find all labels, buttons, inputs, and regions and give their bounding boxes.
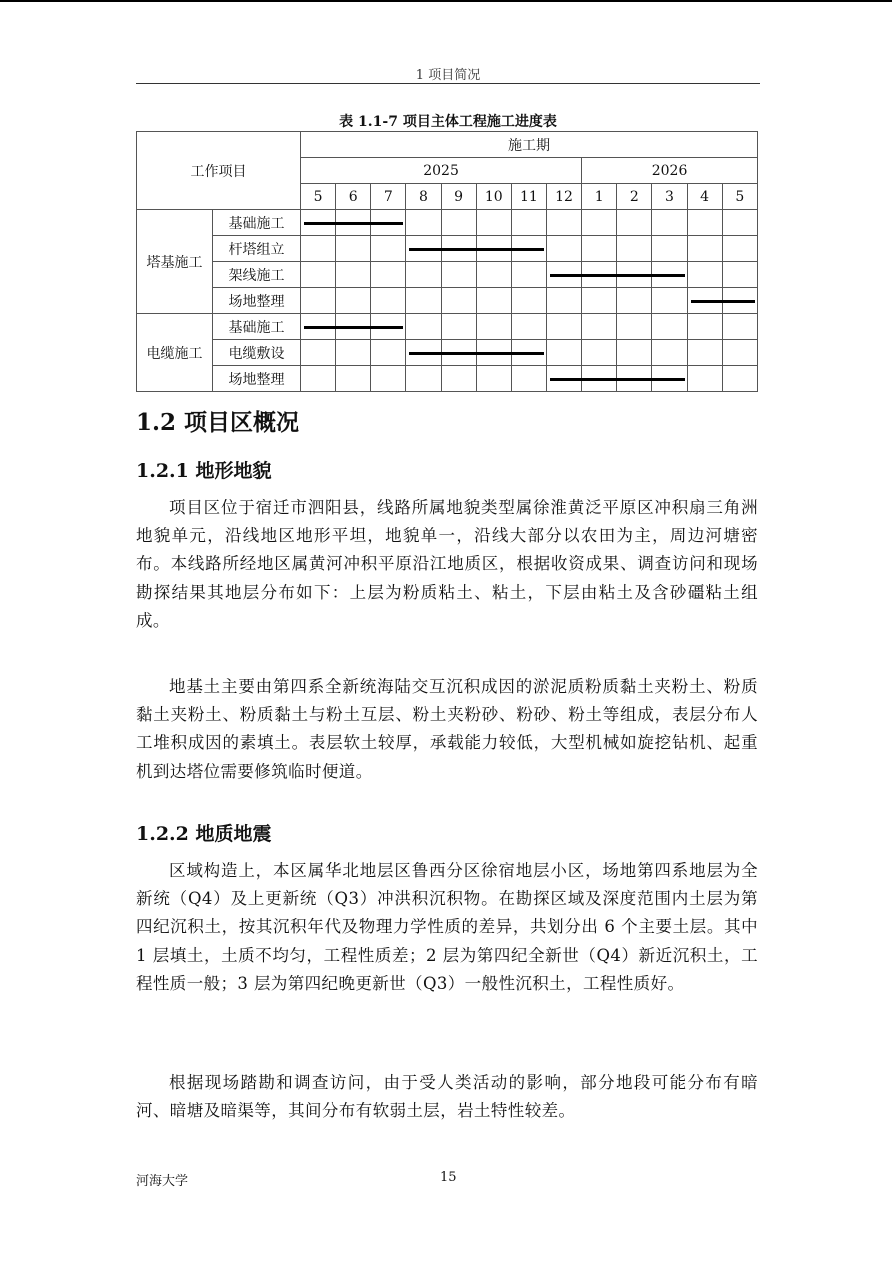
month-cell: 7 [371, 184, 406, 210]
schedule-cell [441, 210, 476, 236]
table-caption: 表 1.1-7 项目主体工程施工进度表 [339, 114, 557, 130]
schedule-cell [301, 262, 336, 288]
task-label: 基础施工 [213, 314, 301, 340]
schedule-cell [371, 314, 406, 340]
schedule-cell [617, 262, 652, 288]
paragraph-terrain-1: 项目区位于宿迁市泗阳县，线路所属地貌类型属徐淮黄泛平原区冲积扇三角洲地貌单元，沿线地区地形平坦，地貌单一，沿线大部分以农田为主，周边河塘密布。本线路所经地区属黄河冲积平原沿江地质区，根据收资成果、调查访问和现场勘探结果其地层分布如下：上层为粉质粘土、粘土，下层由粘土及含砂礓粘土组成。 [136, 498, 758, 630]
schedule-cell [511, 288, 546, 314]
schedule-cell [301, 340, 336, 366]
schedule-cell [546, 262, 581, 288]
subsection-title-geology: 1.2.2 地质地震 [136, 823, 272, 845]
page-number: 15 [440, 1170, 457, 1185]
section-title: 1.2 项目区概况 [136, 409, 300, 436]
year-cell: 2026 [582, 158, 758, 184]
schedule-cell [441, 366, 476, 392]
schedule-cell [371, 262, 406, 288]
schedule-cell [371, 340, 406, 366]
schedule-cell [301, 314, 336, 340]
schedule-cell [652, 314, 687, 340]
schedule-cell [582, 262, 617, 288]
schedule-cell [687, 314, 722, 340]
schedule-cell [546, 210, 581, 236]
schedule-cell [441, 288, 476, 314]
schedule-cell [687, 366, 722, 392]
schedule-cell [722, 288, 757, 314]
schedule-cell [511, 210, 546, 236]
schedule-cell [441, 236, 476, 262]
schedule-cell [582, 210, 617, 236]
schedule-cell [511, 262, 546, 288]
schedule-cell [546, 288, 581, 314]
schedule-cell [301, 366, 336, 392]
schedule-cell [336, 236, 371, 262]
year-cell: 2025 [301, 158, 582, 184]
schedule-cell [406, 366, 441, 392]
paragraph-geology-1: 区域构造上，本区属华北地层区鲁西分区徐宿地层小区，场地第四系地层为全新统（Q4）及上更新统（Q3）冲洪积沉积物。在勘探区域及深度范围内土层为第四纪沉积土，按其沉积年代及物理力学性质的差异，共划分出 6 个主要土层。其中 1 层填土，土质不均匀，工程性质差；2 层为第四纪全新世（Q4）新近沉积土，工程性质一般；3 层为第四纪晚更新世（Q3）一般性沉积土，工程性质好。 [136, 861, 758, 993]
schedule-cell [546, 314, 581, 340]
schedule-cell [476, 236, 511, 262]
month-cell: 10 [476, 184, 511, 210]
schedule-cell [301, 288, 336, 314]
task-label: 场地整理 [213, 366, 301, 392]
table-header-row [137, 132, 758, 158]
schedule-cell [722, 210, 757, 236]
schedule-cell [652, 340, 687, 366]
month-cell: 8 [406, 184, 441, 210]
schedule-cell [687, 236, 722, 262]
schedule-cell [652, 210, 687, 236]
schedule-cell [511, 366, 546, 392]
table-row [137, 366, 758, 392]
schedule-cell [582, 366, 617, 392]
schedule-cell [722, 366, 757, 392]
schedule-cell [722, 340, 757, 366]
schedule-cell [652, 366, 687, 392]
schedule-cell [476, 262, 511, 288]
schedule-cell [617, 366, 652, 392]
schedule-cell [652, 262, 687, 288]
schedule-cell [476, 340, 511, 366]
schedule-cell [336, 340, 371, 366]
schedule-cell [476, 366, 511, 392]
paragraph-terrain-2: 地基土主要由第四系全新统海陆交互沉积成因的淤泥质粉质黏土夹粉土、粉质黏土夹粉土、粉质黏土与粉土互层、粉土夹粉砂、粉砂、粉土等组成，表层分布人工堆积成因的素填土。表层软土较厚，承载能力较低，大型机械如旋挖钻机、起重机到达塔位需要修筑临时便道。 [136, 677, 758, 781]
month-cell: 9 [441, 184, 476, 210]
schedule-cell [617, 236, 652, 262]
schedule-cell [722, 236, 757, 262]
schedule-cell [687, 340, 722, 366]
schedule-cell [511, 340, 546, 366]
schedule-cell [511, 236, 546, 262]
footer-organization: 河海大学 [136, 1174, 189, 1189]
subsection-title-terrain: 1.2.1 地形地貌 [136, 460, 272, 482]
table-row [137, 236, 758, 262]
schedule-cell [336, 262, 371, 288]
schedule-cell [546, 366, 581, 392]
month-cell: 3 [652, 184, 687, 210]
schedule-cell [617, 288, 652, 314]
schedule-cell [687, 288, 722, 314]
table-row [137, 340, 758, 366]
schedule-cell [371, 288, 406, 314]
schedule-cell [336, 366, 371, 392]
task-label: 架线施工 [213, 262, 301, 288]
task-label: 基础施工 [213, 210, 301, 236]
schedule-cell [476, 288, 511, 314]
header-rule [136, 83, 760, 84]
schedule-cell [546, 236, 581, 262]
paragraph-geology-2: 根据现场踏勘和调查访问，由于受人类活动的影响，部分地段可能分布有暗河、暗塘及暗渠等，其间分布有软弱土层，岩土特性较差。 [136, 1073, 758, 1121]
table-row [137, 262, 758, 288]
page-top-border [0, 0, 892, 2]
schedule-cell [582, 236, 617, 262]
schedule-cell [441, 314, 476, 340]
month-cell: 2 [617, 184, 652, 210]
task-label: 杆塔组立 [213, 236, 301, 262]
month-cell: 5 [722, 184, 757, 210]
month-cell: 6 [336, 184, 371, 210]
schedule-cell [722, 262, 757, 288]
schedule-cell [652, 288, 687, 314]
schedule-cell [687, 262, 722, 288]
schedule-cell [441, 340, 476, 366]
schedule-cell [301, 210, 336, 236]
schedule-cell [371, 366, 406, 392]
task-label: 电缆敷设 [213, 340, 301, 366]
task-label: 场地整理 [213, 288, 301, 314]
running-header: 1 项目简况 [415, 68, 481, 83]
group-label: 塔基施工 [137, 210, 213, 314]
table-row [137, 288, 758, 314]
schedule-cell [617, 340, 652, 366]
schedule-cell [406, 262, 441, 288]
schedule-cell [371, 210, 406, 236]
schedule-cell [687, 210, 722, 236]
schedule-cell [582, 340, 617, 366]
schedule-cell [406, 236, 441, 262]
group-label: 电缆施工 [137, 314, 213, 392]
schedule-cell [406, 314, 441, 340]
schedule-cell [336, 288, 371, 314]
month-cell: 1 [582, 184, 617, 210]
schedule-cell [406, 288, 441, 314]
schedule-cell [582, 314, 617, 340]
schedule-cell [406, 340, 441, 366]
schedule-cell [722, 314, 757, 340]
table-row [137, 210, 758, 236]
schedule-cell [617, 314, 652, 340]
schedule-cell [336, 210, 371, 236]
schedule-cell [652, 236, 687, 262]
schedule-cell [336, 314, 371, 340]
schedule-cell [371, 236, 406, 262]
schedule-cell [582, 288, 617, 314]
table-row [137, 314, 758, 340]
schedule-cell [617, 210, 652, 236]
header-work-item: 工作项目 [137, 132, 301, 210]
month-cell: 4 [687, 184, 722, 210]
schedule-cell [301, 236, 336, 262]
month-cell: 11 [511, 184, 546, 210]
schedule-cell [476, 210, 511, 236]
header-construction-period: 施工期 [301, 132, 758, 158]
schedule-cell [546, 340, 581, 366]
schedule-cell [511, 314, 546, 340]
schedule-cell [441, 262, 476, 288]
schedule-cell [406, 210, 441, 236]
month-cell: 5 [301, 184, 336, 210]
month-cell: 12 [546, 184, 581, 210]
schedule-cell [476, 314, 511, 340]
schedule-table [136, 131, 758, 392]
